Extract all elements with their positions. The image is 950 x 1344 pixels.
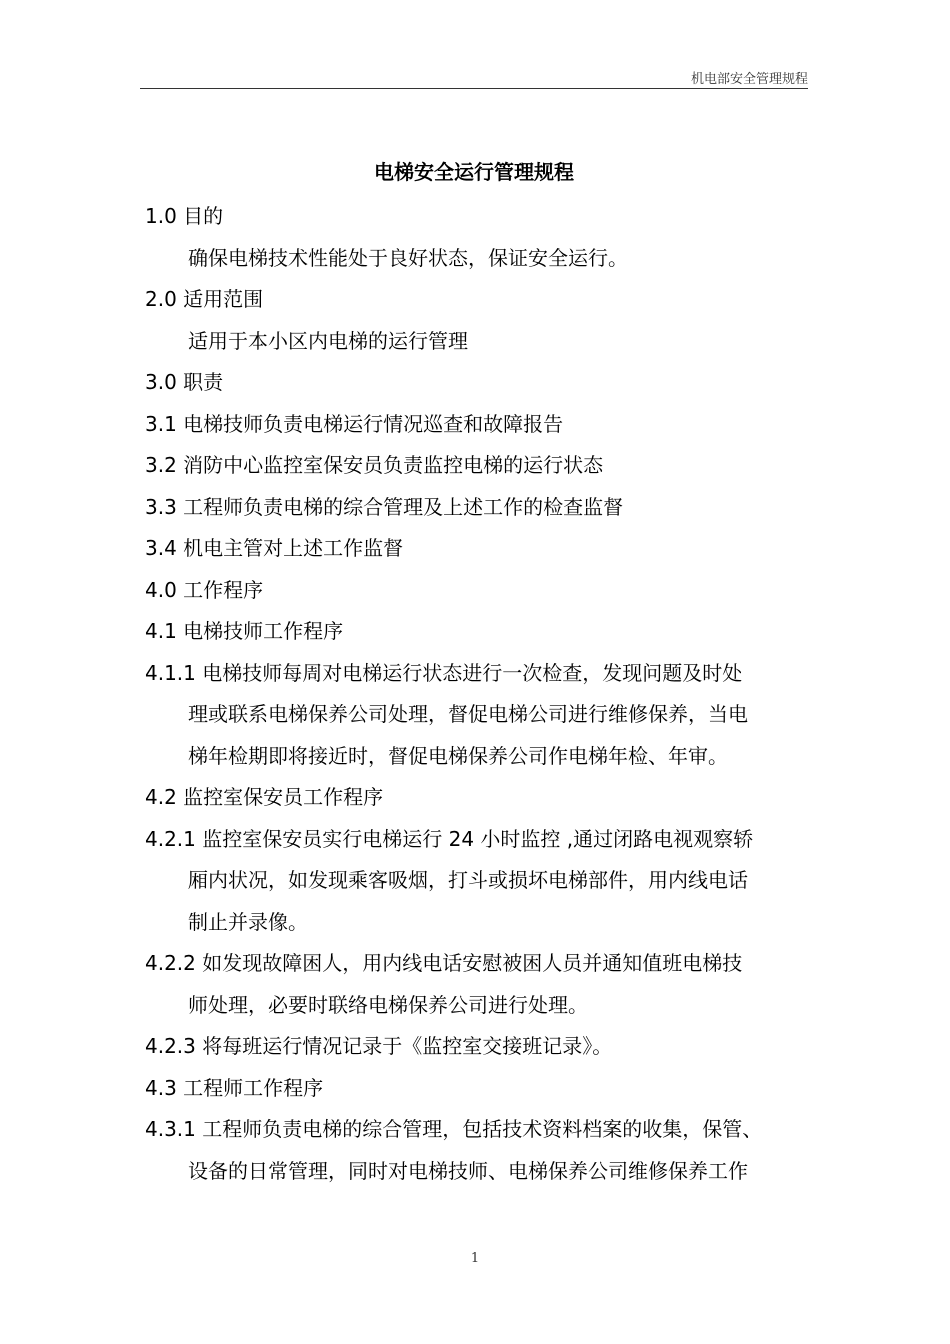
running-header: 机电部安全管理规程 [690, 72, 808, 87]
body-line: 3.2 消防中心监控室保安员负责监控电梯的运行状态 [145, 453, 604, 477]
body-line: 3.3 工程师负责电梯的综合管理及上述工作的检查监督 [145, 494, 624, 519]
body-line: 3.4 机电主管对上述工作监督 [145, 536, 404, 560]
body-line-continued: 理或联系电梯保养公司处理，督促电梯公司进行维修保养，当电 [188, 702, 748, 726]
header-divider [140, 88, 808, 89]
body-line: 3.1 电梯技师负责电梯运行情况巡查和故障报告 [145, 411, 564, 436]
body-line: 4.2.3 将每班运行情况记录于《监控室交接班记录》。 [145, 1034, 613, 1058]
body-line: 1.0 目的 [145, 204, 224, 228]
body-line: 4.1 电梯技师工作程序 [145, 619, 344, 643]
body-line: 2.0 适用范围 [145, 287, 264, 311]
body-line: 4.0 工作程序 [145, 577, 264, 602]
body-line-continued: 确保电梯技术性能处于良好状态，保证安全运行。 [188, 245, 628, 270]
body-line-continued: 梯年检期即将接近时，督促电梯保养公司作电梯年检、年审。 [188, 743, 728, 768]
body-line-continued: 设备的日常管理，同时对电梯技师、电梯保养公司维修保养工作 [188, 1158, 748, 1183]
body-line: 3.0 职责 [145, 370, 224, 394]
body-line-continued: 师处理，必要时联络电梯保养公司进行处理。 [188, 992, 588, 1017]
document-title: 电梯安全运行管理规程 [374, 160, 574, 184]
page-number: 1 [470, 1251, 480, 1266]
body-line: 4.3.1 工程师负责电梯的综合管理，包括技术资料档案的收集，保管、 [145, 1117, 763, 1141]
body-line: 4.1.1 电梯技师每周对电梯运行状态进行一次检查，发现问题及时处 [145, 660, 743, 685]
body-line: 4.2.2 如发现故障困人，用内线电话安慰被困人员并通知值班电梯技 [145, 951, 743, 975]
body-line-continued: 制止并录像。 [188, 909, 308, 934]
body-line: 4.2 监控室保安员工作程序 [145, 785, 384, 809]
document-body [145, 196, 810, 1192]
body-line: 4.3 工程师工作程序 [145, 1075, 324, 1100]
body-line-continued: 厢内状况，如发现乘客吸烟，打斗或损坏电梯部件，用内线电话 [188, 868, 748, 892]
body-line: 4.2.1 监控室保安员实行电梯运行 24 小时监控 ,通过闭路电视观察轿 [145, 826, 754, 851]
body-line-continued: 适用于本小区内电梯的运行管理 [188, 328, 468, 353]
